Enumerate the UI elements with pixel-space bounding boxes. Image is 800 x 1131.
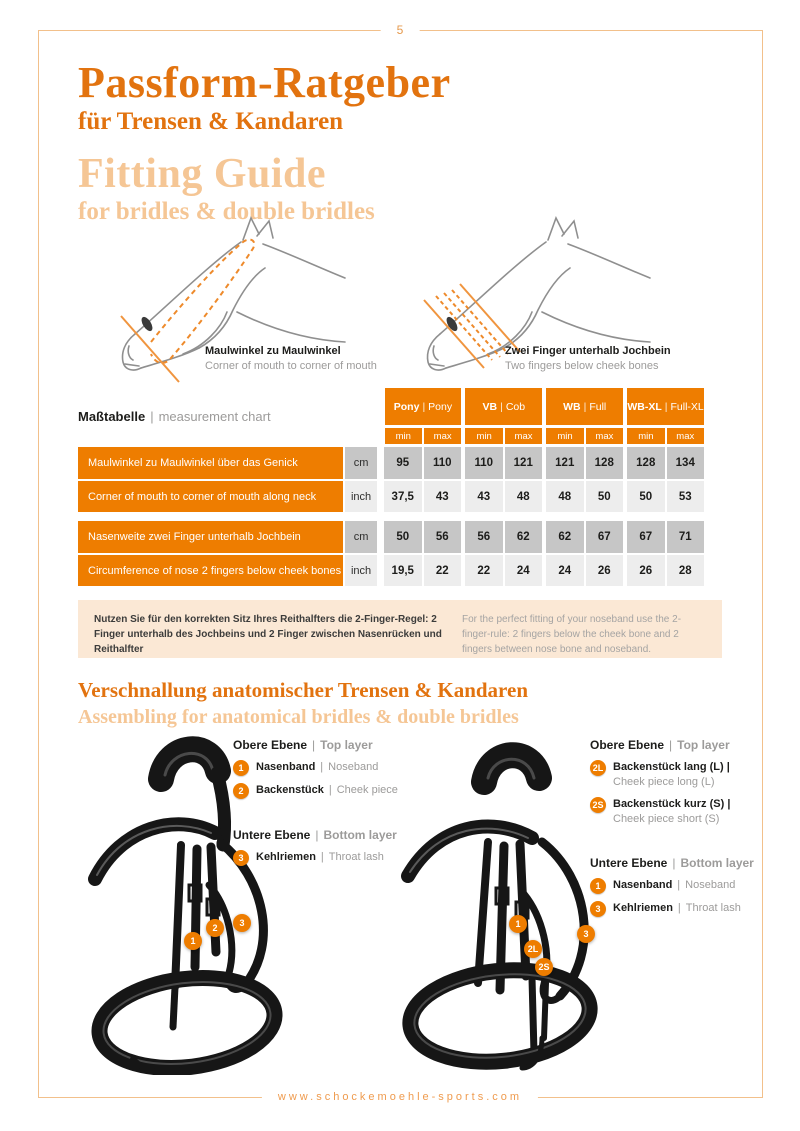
diagram-caption-left bbox=[205, 344, 395, 374]
page-subtitle-en: for bridles & double bridles bbox=[78, 197, 375, 225]
value-cell: 128 bbox=[586, 447, 624, 479]
row-label: Maulwinkel zu Maulwinkel über das Genick bbox=[78, 447, 343, 479]
item-en: Cheek piece short (S) bbox=[613, 813, 720, 825]
group-label-en: Full bbox=[589, 400, 607, 413]
number-badge: 1 bbox=[590, 878, 606, 894]
number-badge: 1 bbox=[233, 760, 249, 776]
section-title-en: Assembling for anatomical bridles & double bridles bbox=[78, 706, 519, 729]
marker-noseband: 1 bbox=[509, 915, 527, 933]
min-header: min bbox=[465, 428, 502, 444]
bridle-photo-double bbox=[392, 738, 622, 1075]
value-cell: 26 bbox=[586, 555, 624, 586]
legend-title-de: Obere Ebene bbox=[233, 738, 308, 752]
legend-title-en: Bottom layer bbox=[323, 828, 397, 842]
unit-cell: cm bbox=[345, 521, 377, 553]
legend-double bbox=[590, 738, 754, 924]
fitting-rule-note bbox=[78, 600, 722, 658]
page-title-en: Fitting Guide bbox=[78, 150, 327, 197]
group-label-de: VB bbox=[482, 400, 498, 413]
value-cell: 56 bbox=[424, 521, 462, 553]
note-text-en: For the perfect fitting of your noseband use the 2-finger-rule: 2 fingers below the cheek bone and 2 fingers between nose bone and noseband. bbox=[462, 614, 682, 655]
legend-title-de: Untere Ebene bbox=[590, 856, 668, 870]
value-cell: 121 bbox=[505, 447, 543, 479]
value-cell: 56 bbox=[465, 521, 503, 553]
separator bbox=[678, 902, 681, 914]
value-cell: 50 bbox=[586, 481, 624, 512]
item-en: Noseband bbox=[328, 761, 379, 773]
value-cell: 53 bbox=[667, 481, 705, 512]
row-label: Nasenweite zwei Finger unterhalb Jochbein bbox=[78, 521, 343, 553]
value-cell: 22 bbox=[465, 555, 503, 586]
number-badge: 2L bbox=[590, 760, 606, 776]
value-cell: 62 bbox=[505, 521, 543, 553]
value-cell: 28 bbox=[667, 555, 705, 586]
legend-item bbox=[590, 760, 740, 790]
table-row bbox=[78, 521, 704, 553]
legend-item bbox=[590, 797, 740, 827]
item-de: Backenstück kurz (S) | bbox=[613, 798, 731, 810]
item-en: Noseband bbox=[685, 879, 736, 891]
diagram-caption-right bbox=[505, 344, 695, 374]
value-cell: 26 bbox=[627, 555, 665, 586]
value-cell: 67 bbox=[627, 521, 665, 553]
value-cell: 110 bbox=[465, 447, 503, 479]
marker-throat-lash: 3 bbox=[233, 914, 251, 932]
caption-en: Two fingers below cheek bones bbox=[505, 360, 659, 373]
min-header: min bbox=[546, 428, 583, 444]
assembly-section-heading bbox=[78, 679, 528, 728]
value-cell: 22 bbox=[424, 555, 462, 586]
row-label: Corner of mouth to corner of mouth along neck bbox=[78, 481, 343, 512]
separator bbox=[315, 828, 318, 842]
value-cell: 24 bbox=[546, 555, 584, 586]
legend-item bbox=[233, 850, 393, 866]
legend-item bbox=[590, 878, 740, 894]
value-cell: 48 bbox=[546, 481, 584, 512]
marker-throat-lash: 3 bbox=[577, 925, 595, 943]
separator: | bbox=[422, 400, 426, 413]
separator bbox=[312, 738, 315, 752]
value-cell: 62 bbox=[546, 521, 584, 553]
number-badge: 3 bbox=[590, 901, 606, 917]
legend-item bbox=[233, 760, 393, 776]
number-badge: 3 bbox=[233, 850, 249, 866]
table-row bbox=[78, 447, 704, 479]
marker-noseband: 1 bbox=[184, 932, 202, 950]
value-cell: 128 bbox=[627, 447, 665, 479]
value-cell: 24 bbox=[505, 555, 543, 586]
group-label-en: Cob bbox=[505, 400, 526, 413]
separator: | bbox=[583, 400, 587, 413]
item-de: Nasenband bbox=[256, 761, 316, 773]
legend-item bbox=[233, 783, 398, 799]
group-label-en: Full-XL bbox=[670, 400, 704, 413]
value-cell: 50 bbox=[384, 521, 422, 553]
value-cell: 50 bbox=[627, 481, 665, 512]
item-en: Cheek piece bbox=[336, 784, 398, 796]
section-title-de: Verschnallung anatomischer Trensen & Kandaren bbox=[78, 678, 529, 702]
bridle-illustration bbox=[392, 738, 622, 1075]
max-header: max bbox=[505, 428, 542, 444]
legend-item bbox=[590, 901, 740, 917]
marker-cheek-piece: 2 bbox=[206, 919, 224, 937]
group-label-de: WB-XL bbox=[627, 400, 662, 413]
table-title-de: Maßtabelle bbox=[78, 408, 146, 424]
legend-title-en: Top layer bbox=[677, 738, 730, 752]
value-cell: 37,5 bbox=[384, 481, 422, 512]
group-label-de: WB bbox=[563, 400, 581, 413]
value-cell: 19,5 bbox=[384, 555, 422, 586]
size-group-full bbox=[546, 388, 623, 444]
number-badge: 2S bbox=[590, 797, 606, 813]
item-de: Kehlriemen bbox=[256, 851, 316, 863]
legend-top-title bbox=[233, 738, 393, 752]
table-header bbox=[78, 388, 704, 444]
legend-title-en: Top layer bbox=[320, 738, 373, 752]
legend-title-en: Bottom layer bbox=[680, 856, 754, 870]
separator bbox=[677, 879, 680, 891]
item-de: Backenstück bbox=[256, 784, 324, 796]
size-group-full-xl bbox=[627, 388, 704, 444]
min-header: min bbox=[385, 428, 422, 444]
legend-title-de: Obere Ebene bbox=[590, 738, 665, 752]
item-en: Throat lash bbox=[328, 851, 384, 863]
separator bbox=[672, 856, 675, 870]
legend-snaffle bbox=[233, 738, 398, 873]
value-cell: 121 bbox=[546, 447, 584, 479]
page-number: 5 bbox=[381, 22, 420, 38]
legend-top-title bbox=[590, 738, 740, 752]
table-row bbox=[78, 481, 704, 512]
number-badge: 2 bbox=[233, 783, 249, 799]
max-header: max bbox=[424, 428, 461, 444]
note-text-de: Nutzen Sie für den korrekten Sitz Ihres Reithalfters die 2-Finger-Regel: 2 Finger unterhalb des Jochbeins und 2 Finger zwischen Nasenrücken und Reithalfter bbox=[94, 614, 442, 655]
value-cell: 71 bbox=[667, 521, 705, 553]
legend-bottom-title bbox=[590, 856, 754, 870]
measurement-table bbox=[78, 388, 704, 595]
item-de: Nasenband bbox=[613, 879, 673, 891]
value-cell: 110 bbox=[424, 447, 462, 479]
separator bbox=[329, 784, 332, 796]
separator bbox=[321, 851, 324, 863]
value-cell: 67 bbox=[586, 521, 624, 553]
separator bbox=[669, 738, 672, 752]
size-group-cob bbox=[465, 388, 542, 444]
size-group-pony bbox=[385, 388, 462, 444]
marker-cheek-piece-long: 2L bbox=[524, 940, 542, 958]
header-titles bbox=[78, 60, 451, 225]
table-title-en: measurement chart bbox=[158, 408, 271, 424]
legend-title-de: Untere Ebene bbox=[233, 828, 311, 842]
separator: | bbox=[150, 408, 154, 424]
separator: | bbox=[664, 400, 668, 413]
unit-cell: inch bbox=[345, 481, 377, 512]
table-body bbox=[78, 447, 704, 586]
page-subtitle-de: für Trensen & Kandaren bbox=[78, 108, 344, 136]
min-header: min bbox=[627, 428, 664, 444]
value-cell: 43 bbox=[465, 481, 503, 512]
separator bbox=[320, 761, 323, 773]
value-cell: 43 bbox=[424, 481, 462, 512]
item-de: Backenstück lang (L) | bbox=[613, 761, 730, 773]
marker-cheek-piece-short: 2S bbox=[535, 958, 553, 976]
table-row bbox=[78, 555, 704, 586]
max-header: max bbox=[586, 428, 623, 444]
item-en: Throat lash bbox=[685, 902, 741, 914]
max-header: max bbox=[667, 428, 704, 444]
group-label-en: Pony bbox=[428, 400, 453, 413]
item-de: Kehlriemen bbox=[613, 902, 673, 914]
value-cell: 48 bbox=[505, 481, 543, 512]
value-cell: 134 bbox=[667, 447, 705, 479]
page-title-de: Passform-Ratgeber bbox=[78, 58, 451, 107]
caption-en: Corner of mouth to corner of mouth bbox=[205, 360, 377, 373]
separator: | bbox=[500, 400, 503, 413]
caption-de: Zwei Finger unterhalb Jochbein bbox=[505, 345, 671, 357]
legend-bottom-title bbox=[233, 828, 397, 842]
table-title bbox=[78, 388, 385, 444]
caption-de: Maulwinkel zu Maulwinkel bbox=[205, 345, 341, 357]
row-label: Circumference of nose 2 fingers below cheek bones bbox=[78, 555, 343, 586]
row-pair-mouth bbox=[78, 447, 704, 512]
unit-cell: cm bbox=[345, 447, 377, 479]
item-en: Cheek piece long (L) bbox=[613, 776, 715, 788]
unit-cell: inch bbox=[345, 555, 377, 586]
website-url: www.schockemoehle-sports.com bbox=[262, 1089, 538, 1105]
group-label-de: Pony bbox=[393, 400, 420, 413]
value-cell: 95 bbox=[384, 447, 422, 479]
row-pair-nose bbox=[78, 521, 704, 586]
